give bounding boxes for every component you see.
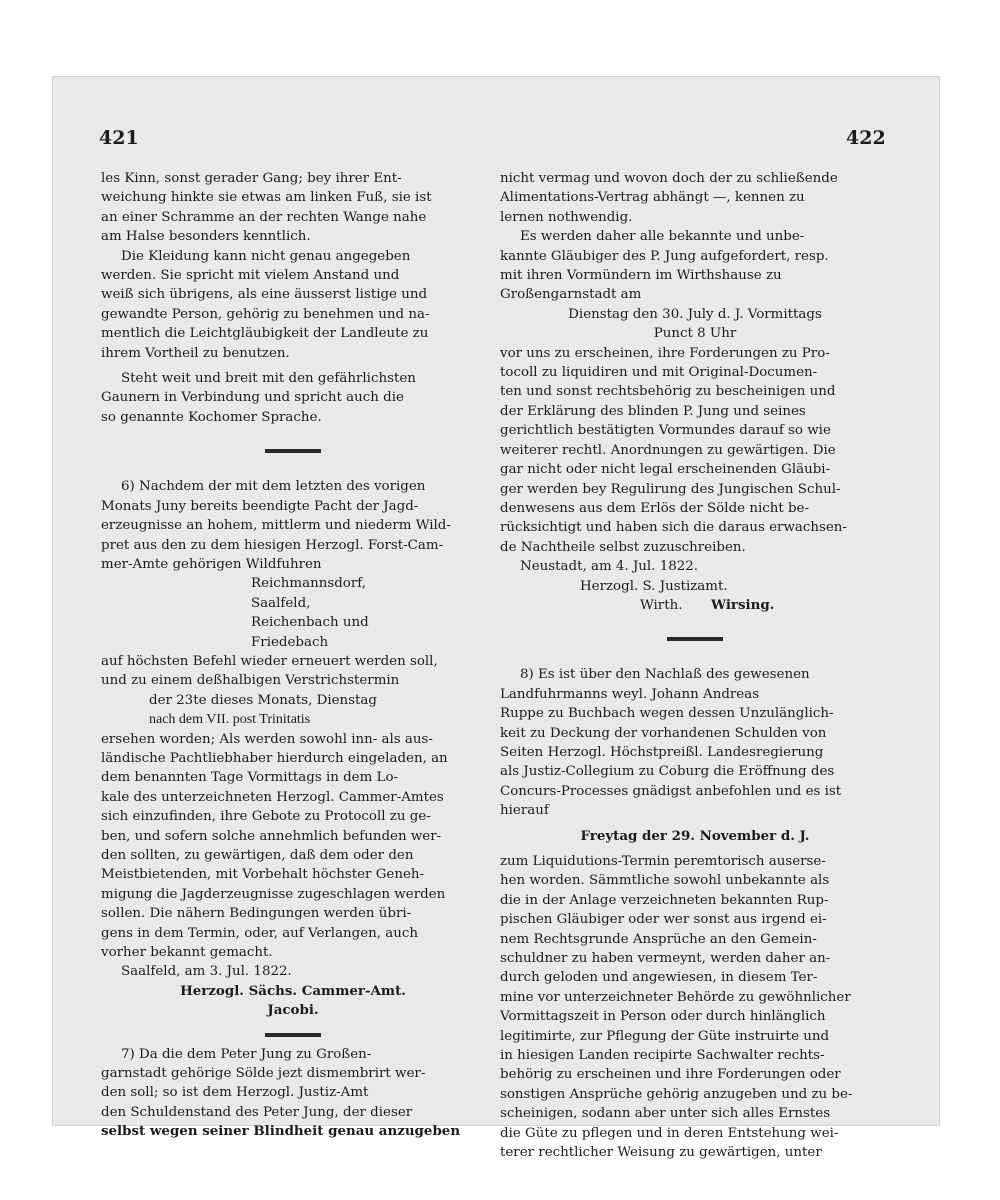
text-line: durch geloden und angewiesen, in diesem Ter- xyxy=(500,970,818,986)
paragraph-continuation xyxy=(500,169,890,227)
text-line: legitimirte, zur Pflegung der Güte instruirte und xyxy=(500,1028,830,1044)
signature-name: Wirsing. xyxy=(711,596,775,613)
text-line: als Justiz-Collegium zu Coburg die Eröffnung des xyxy=(500,764,835,780)
text-line: les Kinn, sonst gerader Gang; bey ihrer Ent- xyxy=(101,171,402,186)
text-line: der Erklärung des blinden P. Jung und seines xyxy=(500,403,806,419)
text-line: Es werden daher alle bekannte und unbe- xyxy=(520,229,805,245)
text-line: nem Rechtsgrunde Ansprüche an den Gemein- xyxy=(500,931,817,947)
text-line: werden. Sie spricht mit vielem Anstand und xyxy=(101,268,400,284)
place-name: Reichenbach und xyxy=(251,615,369,631)
text-line: gewandte Person, gehörig zu benehmen und na- xyxy=(101,306,430,322)
text-line: auf höchsten Befehl wieder erneuert werden soll, xyxy=(101,653,438,669)
paragraph-clothing xyxy=(101,247,485,363)
term-date: der 23te dieses Monats, Dienstag xyxy=(149,692,377,708)
text-line: mer-Amte gehörigen Wildfuhren xyxy=(101,556,322,572)
text-line: vor uns zu erscheinen, ihre Forderungen zu Pro- xyxy=(500,345,830,361)
section-divider xyxy=(667,637,723,641)
signature-office: Herzogl. S. Justizamt. xyxy=(580,578,728,594)
page-number-left: 421 xyxy=(99,127,139,149)
text-line: vorher bekannt gemacht. xyxy=(101,945,273,961)
text-line: Die Kleidung kann nicht genau angegeben xyxy=(121,248,411,264)
text-line: pret aus den zu dem hiesigen Herzogl. Forst-Cam- xyxy=(101,537,444,553)
text-line: ersehen worden; Als werden sowohl inn- als aus- xyxy=(101,731,433,747)
place-name: Friedebach xyxy=(251,634,329,650)
text-line: sollen. Die nähern Bedingungen werden übri- xyxy=(101,906,412,922)
page-number-right: 422 xyxy=(846,127,886,149)
signature-name: Jacobi. xyxy=(267,1002,319,1019)
notice-7 xyxy=(101,1045,485,1142)
paragraph-connections xyxy=(101,369,485,427)
text-line: schuldner zu haben vermeynt, werden daher an- xyxy=(500,951,831,967)
text-line: gerichtlich bestätigten Vormundes darauf so wie xyxy=(500,423,831,439)
term-date: Freytag der 29. November d. J. xyxy=(580,827,810,844)
scanned-page xyxy=(52,76,940,1161)
paragraph-summons xyxy=(500,344,890,557)
text-line: denwesens aus dem Erlös der Sölde nicht be- xyxy=(500,500,810,516)
text-line: sich einzufinden, ihre Gebote zu Protocoll zu ge- xyxy=(101,809,431,825)
text-line: zum Liquidutions-Termin peremtorisch ausersе- xyxy=(500,854,826,869)
text-line: Seiten Herzogl. Höchstpreißl. Landesregierung xyxy=(500,744,824,760)
left-column xyxy=(101,169,485,1142)
text-line: ländische Pachtliebhaber hierdurch eingeladen, an xyxy=(101,750,448,766)
text-line: 6) Nachdem der mit dem letzten des vorigen xyxy=(121,479,426,495)
text-line: migung die Jagderzeugnisse zugeschlagen werden xyxy=(101,886,446,902)
text-line: behörig zu erscheinen und ihre Forderungen oder xyxy=(500,1067,841,1083)
text-line: tocoll zu liquidiren und mit Original-Documen- xyxy=(500,365,818,381)
text-line: Landfuhrmanns weyl. Johann Andreas xyxy=(500,686,760,702)
text-line: Großengarnstadt am xyxy=(500,287,642,303)
text-line: ben, und sofern solche annehmlich befunden wer- xyxy=(101,828,442,844)
term-time: Punct 8 Uhr xyxy=(653,326,737,342)
text-line: erzeugnisse an hohem, mittlerm und niederm Wild- xyxy=(101,518,451,534)
section-divider xyxy=(265,449,321,453)
text-line: Alimentations-Vertrag abhängt —, kennen zu xyxy=(500,190,805,206)
text-line: Meistbietenden, mit Vorbehalt höchster Geneh- xyxy=(101,867,425,883)
text-line: so genannte Kochomer Sprache. xyxy=(101,409,322,425)
place-name: Saalfeld, xyxy=(251,595,311,611)
text-line: mit ihren Vormündern im Wirthshause zu xyxy=(500,268,782,284)
term-date: Dienstag den 30. July d. J. Vormittags xyxy=(568,306,822,322)
paragraph-description xyxy=(101,169,485,247)
text-line: kale des unterzeichneten Herzogl. Cammer-Amtes xyxy=(101,789,444,805)
text-line: 8) Es ist über den Nachlaß des gewesenen xyxy=(520,667,810,683)
text-line: weiterer rechtl. Anordnungen zu gewärtigen. Die xyxy=(500,442,836,458)
text-line: die Güte zu pflegen und in deren Entstehung wei- xyxy=(500,1125,839,1141)
text-line: nicht vermag und wovon doch der zu schließende xyxy=(500,171,838,186)
text-line: sonstigen Ansprüche gehörig anzugeben und zu be- xyxy=(500,1086,853,1102)
notice-8 xyxy=(500,665,890,820)
text-line: weiß sich übrigens, als eine äusserst listige und xyxy=(101,287,428,303)
text-line: scheinigen, sodann aber unter sich alles Ernstes xyxy=(500,1106,831,1122)
text-line: keit zu Deckung der vorhandenen Schulden von xyxy=(500,725,827,741)
text-line: ihrem Vortheil zu benutzen. xyxy=(101,345,290,361)
text-line: garnstadt gehörige Sölde jezt dismembrirt wer- xyxy=(101,1066,426,1082)
section-divider xyxy=(265,1033,321,1037)
text-line: de Nachtheile selbst zuzuschreiben. xyxy=(500,539,746,555)
text-line: mentlich die Leichtgläubigkeit der Landleute zu xyxy=(101,326,429,342)
signature-names xyxy=(500,596,890,615)
text-line: und zu einem deßhalbigen Verstrichstermin xyxy=(101,673,400,689)
text-line: 7) Da die dem Peter Jung zu Großen- xyxy=(121,1046,372,1062)
text-line: am Halse besonders kenntlich. xyxy=(101,229,311,245)
text-line: lernen nothwendig. xyxy=(500,209,633,225)
signature-office: Herzogl. Sächs. Cammer-Amt. xyxy=(180,982,406,999)
text-line: mine vor unterzeichneter Behörde zu gewöhnlicher xyxy=(500,989,851,1005)
place-date: Saalfeld, am 3. Jul. 1822. xyxy=(121,964,292,980)
text-line: die in der Anlage verzeichneten bekannten Rup- xyxy=(500,892,829,908)
text-line: dem benannten Tage Vormittags in dem Lo- xyxy=(101,770,399,786)
term-date: nach dem VII. post Trinitatis xyxy=(149,712,311,728)
text-line: Gaunern in Verbindung und spricht auch die xyxy=(101,390,404,406)
text-line: Ruppe zu Buchbach wegen dessen Unzulänglich- xyxy=(500,706,834,722)
text-line: gar nicht oder nicht legal erscheinenden Gläubi- xyxy=(500,462,831,478)
text-line: hen worden. Sämmtliche sowohl unbekannte als xyxy=(500,873,830,889)
text-line: den Schuldenstand des Peter Jung, der dieser xyxy=(101,1104,413,1120)
text-line: Concurs-Processes gnädigst anbefohlen und es ist xyxy=(500,783,842,799)
text-line: den sollten, zu gewärtigen, daß dem oder den xyxy=(101,848,414,863)
text-line: in hiesigen Landen recipirte Sachwalter rechts- xyxy=(500,1048,825,1064)
text-line: hierauf xyxy=(500,803,549,819)
text-line: den soll; so ist dem Herzogl. Justiz-Amt xyxy=(101,1085,369,1101)
text-line: gens in dem Termin, oder, auf Verlangen, auch xyxy=(101,925,419,941)
text-line: Steht weit und breit mit den gefährlichsten xyxy=(121,371,416,387)
text-line: weichung hinkte sie etwas am linken Fuß, sie ist xyxy=(101,190,432,206)
signature-name: Wirth. xyxy=(640,597,683,613)
place-date: Neustadt, am 4. Jul. 1822. xyxy=(520,559,699,575)
text-line: selbst wegen seiner Blindheit genau anzugeben xyxy=(101,1123,461,1140)
text-line: kannte Gläubiger des P. Jung aufgefordert, resp. xyxy=(500,248,829,264)
notice-6 xyxy=(101,477,485,1020)
text-line: ger werden bey Regulirung des Jungischen Schul- xyxy=(500,481,841,497)
text-line: Monats Juny bereits beendigte Pacht der Jagd- xyxy=(101,498,419,514)
notice-8-continuation xyxy=(500,852,890,1163)
text-line: rücksichtigt und haben sich die daraus erwachsen- xyxy=(500,520,847,536)
text-line: an einer Schramme an der rechten Wange nahe xyxy=(101,209,427,225)
text-line: terer rechtlicher Weisung zu gewärtigen, unter xyxy=(500,1145,822,1161)
text-line: pischen Gläubiger oder wer sonst aus irgend ei- xyxy=(500,912,827,928)
text-line: Vormittagszeit in Person oder durch hinlänglich xyxy=(500,1009,826,1025)
right-column xyxy=(500,169,890,1163)
paragraph-creditors xyxy=(500,227,890,305)
text-line: ten und sonst rechtsbehörig zu bescheinigen und xyxy=(500,384,836,400)
place-name: Reichmannsdorf, xyxy=(251,576,366,592)
